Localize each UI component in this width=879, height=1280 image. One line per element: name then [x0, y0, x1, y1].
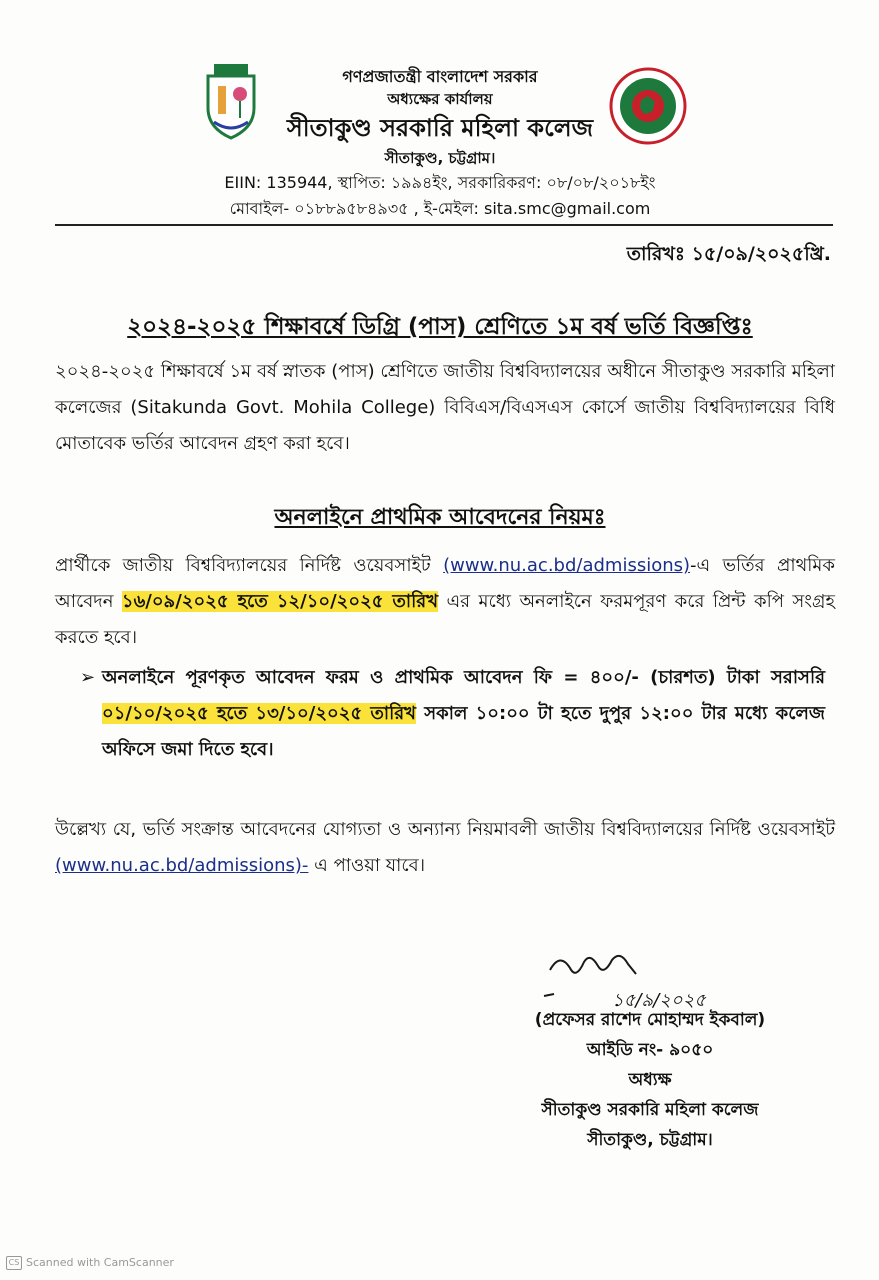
- application-date-range: ১৬/০৯/২০২৫ হতে ১২/১০/২০২৫ তারিখ: [121, 591, 439, 612]
- arrow-bullet-icon: ➢: [80, 667, 96, 688]
- rules-heading: [40, 500, 840, 537]
- signatory-name: (প্রফেসর রাশেদ মোহাম্মদ ইকবাল): [534, 1010, 766, 1030]
- header-college-name: সীতাকুণ্ড সরকারি মহিলা কলেজ: [286, 114, 594, 142]
- note-paragraph: [55, 812, 835, 884]
- signatory-college: সীতাকুণ্ড সরকারি মহিলা কলেজ: [541, 1100, 759, 1120]
- rules-heading-text: অনলাইনে প্রাথমিক আবেদনের নিয়মঃ: [274, 505, 606, 530]
- signatory-id: আইডি নং- ৯০৫০: [586, 1040, 714, 1060]
- camscanner-icon: CS: [6, 1256, 22, 1270]
- scanner-text: Scanned with CamScanner: [26, 1256, 174, 1269]
- notice-date: তারিখঃ ১৫/০৯/২০২৫খ্রি.: [626, 243, 831, 265]
- submission-date-range: ০১/১০/২০২৫ হতে ১৩/১০/২০২৫ তারিখ: [102, 703, 416, 724]
- signatory-designation: অধ্যক্ষ: [628, 1070, 672, 1090]
- fee-bullet-text: [102, 660, 825, 768]
- admissions-link-2[interactable]: (www.nu.ac.bd/admissions)-: [55, 855, 309, 876]
- header-contact: মোবাইল- ০১৮৮৯৫৮৪৯৩৫ , ই-মেইল: sita.smc@gmail.com: [229, 199, 651, 218]
- note-text-pre: উল্লেখ্য যে, ভর্তি সংক্রান্ত আবেদনের যোগ্যতা ও অন্যান্য নিয়মাবলী জাতীয় বিশ্ববিদ্যালয়ের নির্দিষ্ট ওয়েবসাইট: [55, 819, 835, 840]
- header-eiin: EIIN: 135944, স্থাপিত: ১৯৯৪ইং, সরকারিকরণ: ০৮/০৮/২০১৮ইং: [224, 173, 656, 192]
- header-office: অধ্যক্ষের কার্যালয়: [387, 90, 493, 108]
- intro-paragraph: ২০২৪-২০২৫ শিক্ষাবর্ষে ১ম বর্ষ স্নাতক (পাস) শ্রেণিতে জাতীয় বিশ্ববিদ্যালয়ের অধীনে সীতাকুণ্ড সরকারি মহিলা কলেজের (Sitakunda Govt. Mohila College) বিবিএস/বিএসএস কোর্সে জাতীয় বিশ্ববিদ্যালয়ের বিধি মোতাবেক ভর্তির আবেদন গ্রহণ করা হবে।: [55, 361, 835, 454]
- rule-text-pre: প্রার্থীকে জাতীয় বিশ্ববিদ্যালয়ের নির্দিষ্ট ওয়েবসাইট: [55, 555, 444, 576]
- signature-date: ১৫/৯/২০২৫: [612, 990, 706, 1011]
- header-location: সীতাকুণ্ড, চট্টগ্রাম।: [384, 149, 496, 167]
- fee-text-post: সকাল ১০:০০ টা হতে দুপুর ১২:০০ টার মধ্যে কলেজ অফিসে জমা দিতে হবে।: [102, 703, 825, 760]
- header-government: গণপ্রজাতন্ত্রী বাংলাদেশ সরকার: [342, 67, 538, 86]
- note-text-post: এ পাওয়া যাবে।: [308, 855, 426, 876]
- notice-title: [40, 308, 840, 347]
- admissions-link[interactable]: (www.nu.ac.bd/admissions): [443, 555, 691, 576]
- notice-title-text: ২০২৪-২০২৫ শিক্ষাবর্ষে ডিগ্রি (পাস) শ্রেণিতে ১ম বর্ষ ভর্তি বিজ্ঞপ্তিঃ: [127, 314, 753, 340]
- rule-text-post: এর মধ্যে অনলাইনে ফরমপূরণ করে প্রিন্ট কপি সংগ্রহ করতে হবে।: [55, 591, 835, 648]
- fee-text-pre: অনলাইনে পূরণকৃত আবেদন ফরম ও প্রাথমিক আবেদন ফি = ৪০০/- (চারশত) টাকা সরাসরি: [102, 667, 825, 688]
- signatory-location: সীতাকুণ্ড, চট্টগ্রাম।: [587, 1130, 713, 1150]
- signatory-block: [500, 1005, 800, 1155]
- rule-text-mid: -এ ভর্তির প্রাথমিক আবেদন: [55, 555, 835, 612]
- rule-paragraph: [55, 548, 835, 656]
- scanner-watermark: [6, 1256, 174, 1270]
- header-divider: [55, 224, 833, 226]
- fee-bullet: [80, 660, 825, 768]
